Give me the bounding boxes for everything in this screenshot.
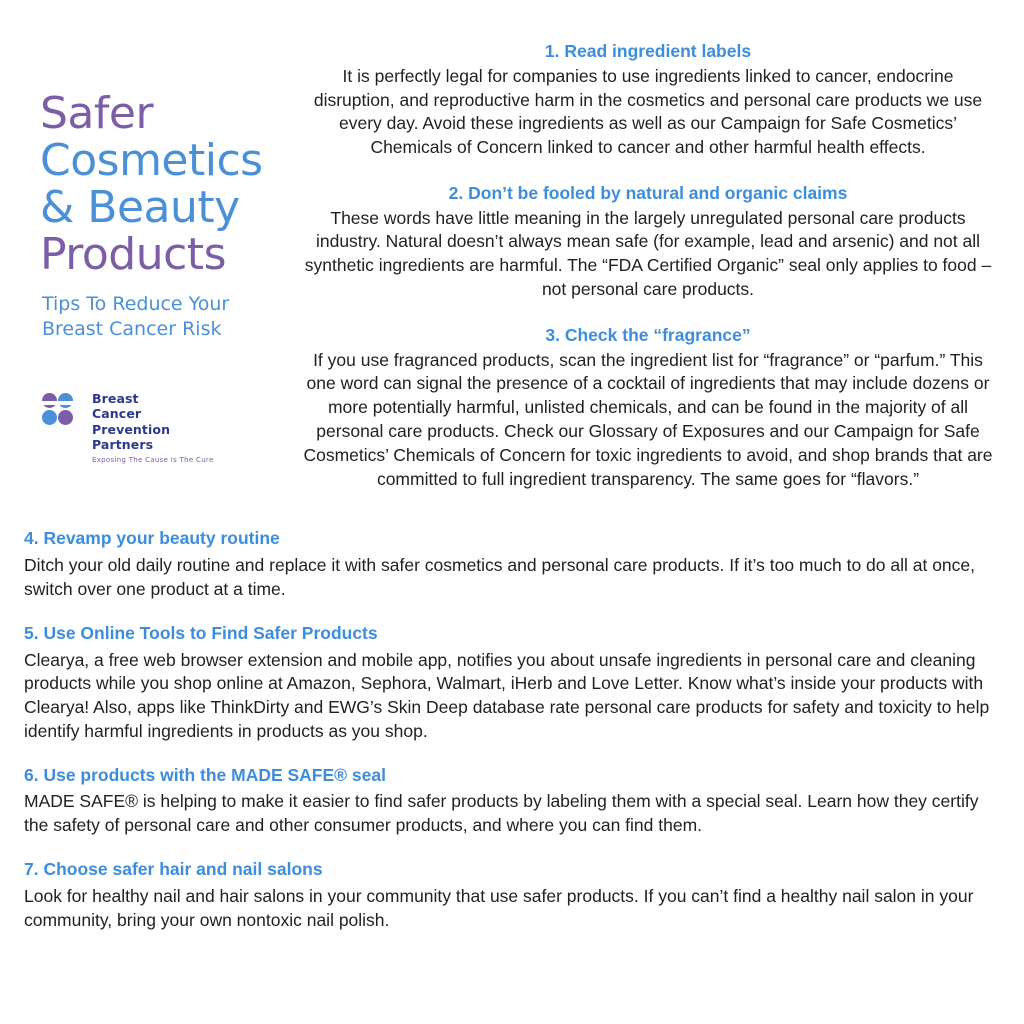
tip-7-body: Look for healthy nail and hair salons in your community that use safer products. If you can’t find a healthy nail salon in your community, bring your own nontoxic nail polish. — [24, 885, 974, 930]
subtitle-line-2: Breast Cancer Risk — [42, 317, 222, 340]
tip-1-heading: 1. Read ingredient labels — [544, 41, 752, 61]
logo-line-4: Partners — [92, 437, 154, 453]
brand-column — [28, 40, 290, 464]
logo-line-2: Cancer — [92, 406, 142, 422]
tip-6 — [24, 764, 994, 838]
organization-logo — [42, 391, 290, 465]
four-dots-logo-icon — [42, 393, 84, 433]
tip-4-heading: 4. Revamp your beauty routine — [24, 528, 280, 549]
page-title — [40, 40, 290, 281]
top-tips-column — [290, 40, 996, 513]
title-line-2: Cosmetics — [40, 135, 263, 187]
tip-3-heading: 3. Check the “fragrance” — [545, 324, 751, 345]
tip-4 — [24, 527, 994, 601]
title-line-3: & Beauty — [40, 182, 240, 234]
tip-2 — [300, 182, 996, 302]
tip-5-heading: 5. Use Online Tools to Find Safer Products — [24, 622, 378, 643]
tip-3-body: If you use fragranced products, scan the ingredient list for “fragrance” or “parfum.” This one word can signal the presence of a cocktail of ingredients that may include dozens or more potentially harmful, unlisted chemicals, and can be found in the majority of all personal care products. Check our Glossary of Exposures and our Campaign for Safe Cosmetics’ Chemicals of Concern for toxic ingredients to avoid, and shop brands that are committed to full ingredient transparency. The same goes for “flavors.” — [303, 349, 993, 489]
tip-4-body: Ditch your old daily routine and replace it with safer cosmetics and personal care products. If it’s too much to do all at once, switch over one product at a time. — [24, 555, 975, 599]
title-line-4: Products — [40, 229, 226, 281]
tip-6-heading: 6. Use products with the MADE SAFE® seal — [24, 764, 386, 785]
tip-1 — [300, 40, 996, 160]
logo-line-1: Breast — [92, 390, 139, 406]
tip-2-body: These words have little meaning in the largely unregulated personal care products industry. Natural doesn’t always mean safe (for example, lead and arsenic) and not all synthetic ingredients are harmful. The “FDA Certified Organic” seal only applies to food – not personal care products. — [304, 207, 992, 300]
tip-5-body: Clearya, a free web browser extension and mobile app, notifies you about unsafe ingredients in personal care and cleaning products while you shop online at Amazon, Sephora, Walmart, iHerb and Love Letter. Know what’s inside your products with Clearya! Also, apps like ThinkDirty and EWG’s Skin Deep database rate personal care products for safety and toxicity to help identify harmful ingredients in products as you shop. — [24, 649, 990, 741]
tip-7 — [24, 858, 994, 932]
bottom-section — [0, 513, 1024, 932]
tip-1-body: It is perfectly legal for companies to use ingredients linked to cancer, endocrine disruption, and reproductive harm in the cosmetics and personal care products we use every day. Avoid these ingredients as well as our Campaign for Safe Cosmetics’ Chemicals of Concern linked to cancer and other harmful health effects. — [313, 65, 983, 158]
title-line-1: Safer — [40, 88, 154, 139]
tip-6-body: MADE SAFE® is helping to make it easier to find safer products by labeling them with a special seal. Learn how they certify the safety of personal care and other consumer products, and where you can find them. — [24, 791, 979, 836]
subtitle-line-1: Tips To Reduce Your — [42, 293, 230, 316]
logo-wordmark — [92, 391, 214, 465]
tip-3 — [300, 324, 996, 492]
logo-line-3: Prevention — [92, 421, 171, 437]
tip-2-heading: 2. Don’t be fooled by natural and organic claims — [448, 182, 848, 203]
tip-7-heading: 7. Choose safer hair and nail salons — [24, 859, 323, 880]
page-subtitle — [42, 292, 290, 341]
logo-tagline: Exposing The Cause Is The Cure — [92, 456, 214, 465]
tip-5 — [24, 622, 994, 744]
